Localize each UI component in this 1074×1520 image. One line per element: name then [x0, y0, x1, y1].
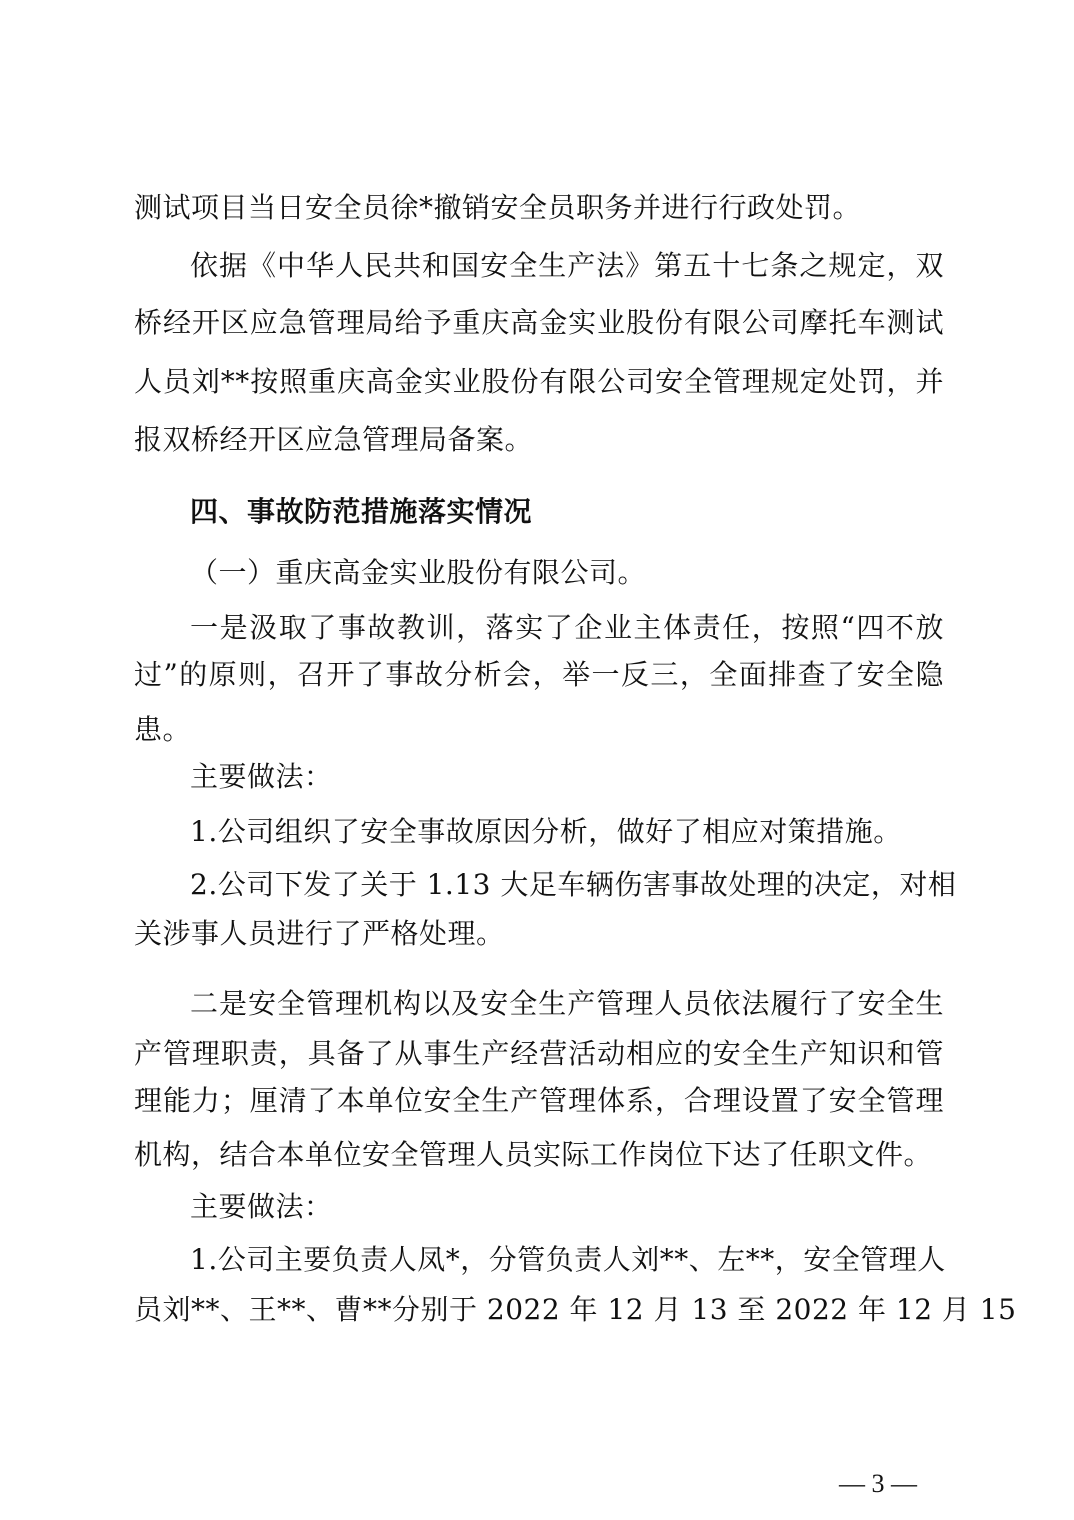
- paragraph-line: 人员刘**按照重庆高金实业股份有限公司安全管理规定处罚，并: [134, 365, 944, 398]
- list-item: 员刘**、王**、曹**分别于 2022 年 12 月 13 至 2022 年 12 月 15: [134, 1293, 1017, 1326]
- paragraph-line: 理能力；厘清了本单位安全生产管理体系，合理设置了安全管理: [134, 1084, 944, 1117]
- paragraph-line: 桥经开区应急管理局给予重庆高金实业股份有限公司摩托车测试: [134, 306, 944, 339]
- list-item: 2.公司下发了关于 1.13 大足车辆伤害事故处理的决定，对相: [190, 868, 957, 901]
- paragraph-line: 主要做法：: [190, 1190, 333, 1223]
- paragraph-line: 主要做法：: [190, 760, 333, 793]
- list-item: 关涉事人员进行了严格处理。: [134, 917, 505, 950]
- paragraph-line: 产管理职责，具备了从事生产经营活动相应的安全生产知识和管: [134, 1037, 944, 1070]
- list-item: 1.公司组织了安全事故原因分析，做好了相应对策措施。: [190, 815, 902, 848]
- paragraph-line: 患。: [134, 713, 192, 746]
- paragraph-line: 测试项目当日安全员徐*撤销安全员职务并进行行政处罚。: [134, 191, 862, 224]
- list-item: 1.公司主要负责人凤*，分管负责人刘**、左**，安全管理人: [190, 1243, 946, 1276]
- paragraph-line: 依据《中华人民共和国安全生产法》第五十七条之规定，双: [190, 249, 944, 282]
- paragraph-line: 一是汲取了事故教训，落实了企业主体责任，按照“四不放: [190, 611, 944, 644]
- paragraph-line: 报双桥经开区应急管理局备案。: [134, 423, 534, 456]
- paragraph-line: 过”的原则，召开了事故分析会，举一反三，全面排查了安全隐: [134, 658, 944, 691]
- paragraph-line: 机构，结合本单位安全管理人员实际工作岗位下达了任职文件。: [134, 1138, 933, 1171]
- paragraph-line: 二是安全管理机构以及安全生产管理人员依法履行了安全生: [190, 987, 944, 1020]
- section-heading: 四、事故防范措施落实情况: [190, 495, 533, 528]
- subsection-heading: （一）重庆高金实业股份有限公司。: [190, 556, 647, 589]
- page-number: — 3 —: [839, 1469, 917, 1498]
